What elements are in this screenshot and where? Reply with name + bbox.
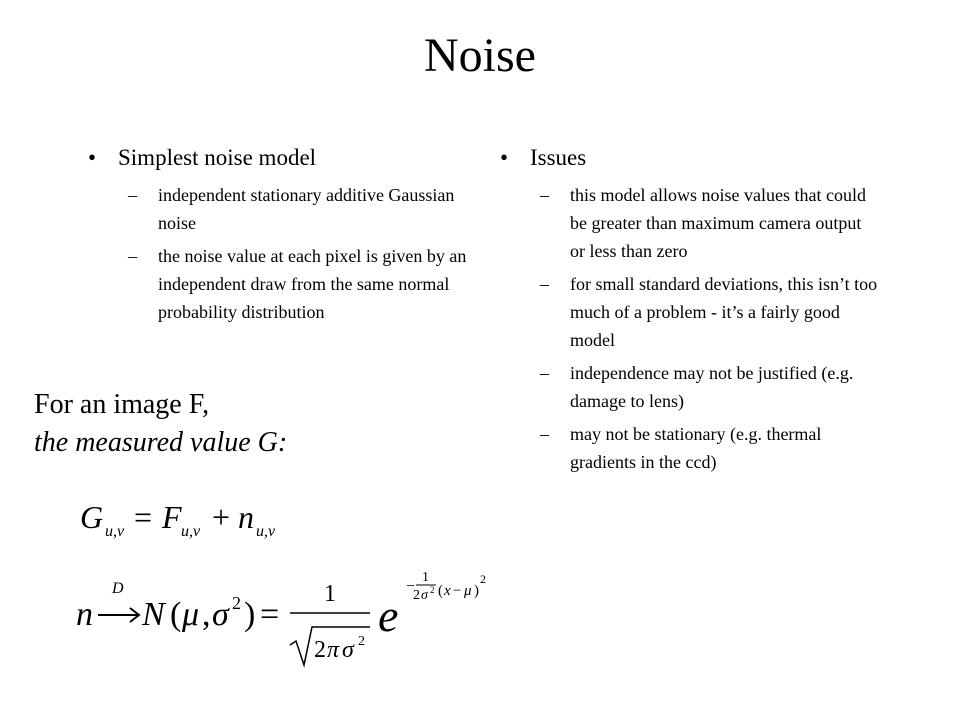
svg-text:F: F [162, 499, 182, 535]
left-bullet [88, 143, 488, 173]
svg-text:2: 2 [413, 588, 420, 603]
svg-text:−: − [406, 578, 416, 595]
equation-caption [34, 386, 414, 462]
right-bullet [500, 143, 880, 173]
svg-text:2: 2 [480, 572, 486, 586]
bullet-marker: • [88, 145, 97, 170]
svg-text:π: π [327, 637, 340, 663]
right-sub-text: independence may not be justified (e.g. damage to lens) [570, 363, 854, 411]
right-sub-item [540, 270, 880, 354]
svg-text:=: = [134, 499, 153, 535]
svg-text:n: n [238, 499, 254, 535]
svg-text:+: + [212, 499, 231, 535]
dash-marker: – [540, 424, 549, 444]
right-sub-text: this model allows noise values that could be greater than maximum camera output or less than zero [570, 185, 866, 261]
svg-text:u,v: u,v [181, 523, 201, 540]
svg-text:n: n [76, 596, 93, 633]
right-sub-item [540, 420, 880, 476]
svg-text:): ) [244, 596, 256, 633]
svg-text:μ: μ [464, 583, 472, 599]
right-sub-item [540, 181, 880, 265]
svg-text:σ: σ [421, 588, 428, 603]
svg-text:x: x [444, 583, 451, 599]
left-column [88, 143, 488, 331]
right-sub-text: for small standard deviations, this isn’t too much of a problem - it’s a fairly good model [570, 274, 878, 350]
svg-text:): ) [474, 583, 479, 599]
left-sub-list [88, 181, 488, 326]
dash-marker: – [540, 185, 549, 205]
dash-marker: – [128, 185, 137, 205]
svg-text:2: 2 [430, 585, 435, 595]
svg-text:2: 2 [314, 637, 326, 663]
left-sub-text: the noise value at each pixel is given by an independent draw from the same normal probability distribution [158, 246, 467, 322]
svg-text:,: , [202, 596, 211, 633]
svg-text:−: − [453, 583, 462, 599]
normal-distribution-equation [72, 565, 492, 675]
svg-text:u,v: u,v [105, 523, 125, 540]
svg-text:2: 2 [232, 593, 241, 613]
svg-text:μ: μ [182, 596, 200, 633]
svg-text:σ: σ [212, 596, 229, 633]
svg-text:σ: σ [342, 637, 354, 663]
left-sub-item [128, 242, 488, 326]
right-sub-list [500, 181, 880, 476]
svg-text:2: 2 [358, 634, 365, 649]
svg-text:u,v: u,v [256, 523, 276, 540]
svg-text:(: ( [170, 596, 182, 633]
dash-marker: – [540, 274, 549, 294]
svg-text:(: ( [438, 583, 443, 599]
svg-text:1: 1 [324, 581, 336, 607]
right-sub-text: may not be stationary (e.g. thermal gradients in the ccd) [570, 424, 822, 472]
right-column [500, 143, 880, 481]
measured-value-equation [78, 494, 328, 544]
caption-line-2: the measured value G: [34, 427, 288, 458]
right-sub-item [540, 359, 880, 415]
svg-text:G: G [80, 499, 104, 535]
svg-text:N: N [142, 596, 165, 633]
left-sub-item [128, 181, 488, 237]
bullet-marker: • [500, 145, 509, 170]
slide-title: Noise [424, 29, 536, 82]
svg-text:e: e [378, 590, 399, 641]
caption-line-1: For an image F, [34, 389, 210, 420]
right-bullet-text: Issues [530, 145, 587, 170]
svg-text:=: = [260, 596, 280, 633]
svg-text:D: D [112, 580, 124, 597]
left-sub-text: independent stationary additive Gaussian noise [158, 185, 455, 233]
left-bullet-text: Simplest noise model [118, 145, 317, 170]
dash-marker: – [540, 363, 549, 383]
dash-marker: – [128, 246, 137, 266]
svg-text:1: 1 [422, 570, 429, 585]
